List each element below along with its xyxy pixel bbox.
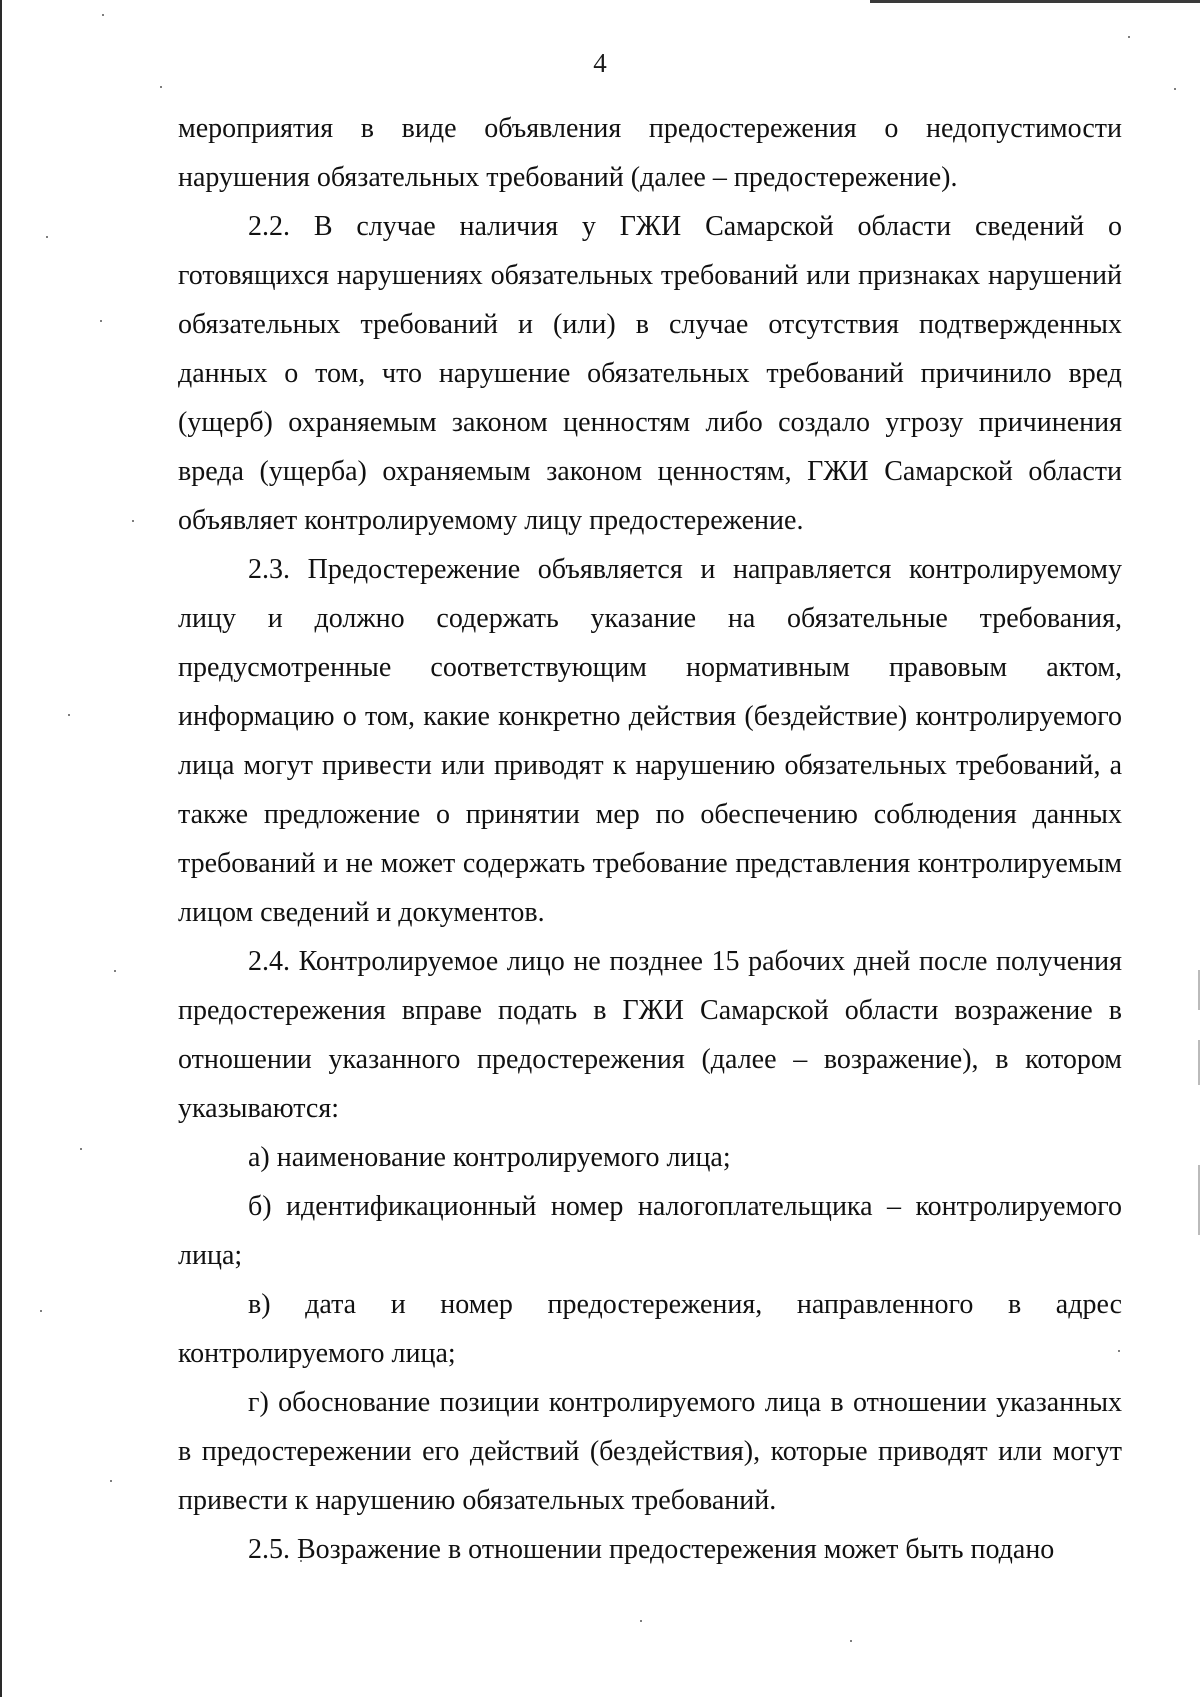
scan-speck [114,970,116,972]
list-item-g: г) обоснование позиции контролируемого лица в отношении указанных в предостережении его действий (бездействия), которые приводят или могут привести к нарушению обязательных требований. [178,1387,1122,1516]
scan-speck [40,1310,42,1312]
scan-speck [132,520,134,522]
scan-speck [68,714,70,716]
list-item-v: в) дата и номер предостережения, направленного в адрес контролируемого лица; [178,1289,1122,1369]
list-item-b: б) идентификационный номер налогоплательщика – контролируемого лица; [178,1191,1122,1271]
scan-speck [160,86,162,88]
paragraph-2-4: 2.4. Контролируемое лицо не позднее 15 рабочих дней после получения предостережения вправе подать в ГЖИ Самарской области возражение в отношении указанного предостережения (далее – возражение), в котором указываются: [178,946,1122,1124]
scan-speck [100,320,102,322]
scan-speck [80,1148,82,1150]
page-number: 4 [593,48,607,78]
scan-top-edge [870,0,1200,3]
document-body [178,104,1122,1574]
scan-speck [1128,36,1130,38]
scan-speck [46,236,48,238]
paragraph-2-2: 2.2. В случае наличия у ГЖИ Самарской области сведений о готовящихся нарушениях обязательных требований или признаках нарушений обязательных требований и (или) в случае отсутствия подтвержденных данных о том, что нарушение обязательных требований причинило вред (ущерб) охраняемым законом ценностям либо создало угрозу причинения вреда (ущерба) охраняемым законом ценностям, ГЖИ Самарской области объявляет контролируемому лицу предостережение. [178,211,1122,536]
paragraph-2-5: 2.5. Возражение в отношении предостережения может быть подано [248,1534,1055,1565]
scan-speck [640,1620,642,1622]
scan-left-edge [0,0,2,1697]
scan-speck [1174,88,1176,90]
scan-speck [850,1640,852,1642]
list-item-a: а) наименование контролируемого лица; [248,1142,731,1173]
paragraph-2-3: 2.3. Предостережение объявляется и направляется контролируемому лицу и должно содержать указание на обязательные требования, предусмотренные соответствующим нормативным правовым актом, информацию о том, какие конкретно действия (бездействие) контролируемого лица могут привести или приводят к нарушению обязательных требований, а также предложение о принятии мер по обеспечению соблюдения данных требований и не может содержать требование представления контролируемым лицом сведений и документов. [178,554,1122,928]
paragraph-continuation: мероприятия в виде объявления предостережения о недопустимости нарушения обязательных требований (далее – предостережение). [178,113,1122,193]
scan-speck [110,1480,112,1482]
scan-speck [102,14,104,16]
